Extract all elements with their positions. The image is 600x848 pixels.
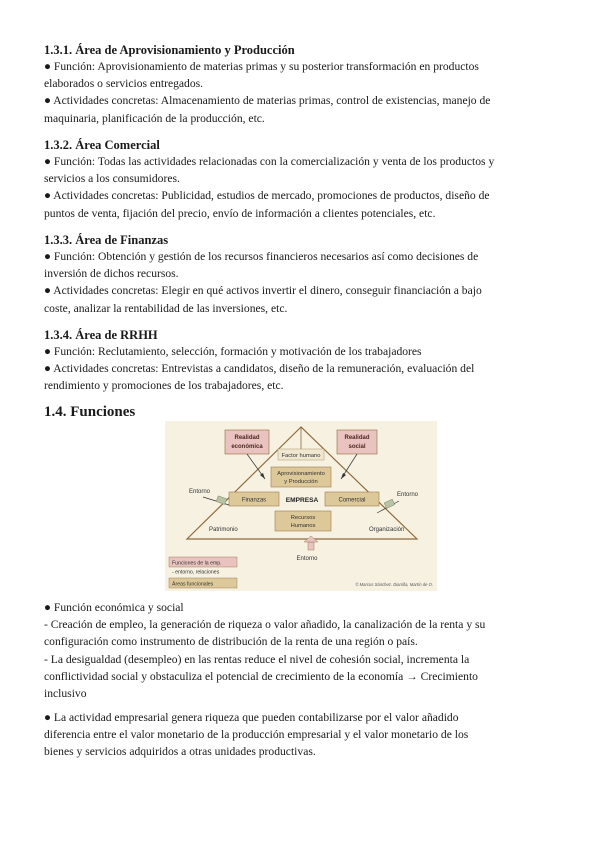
funciones-paragraph-1 [44,599,556,702]
legend-line-2: - entorno, relaciones [172,569,220,576]
legend-line-3: Áreas funcionales [172,581,214,588]
text-line: maquinaria, planificación de la producción, etc. [44,111,265,125]
text-line: - Creación de empleo, la generación de riqueza o valor añadido, la canalización de la renta y su [44,618,486,632]
text-line: coste, analizar la rentabilidad de las inversiones, etc. [44,301,288,315]
entorno-bottom-label: Entorno [296,556,318,562]
text-line: diferencia entre el valor monetario de la producción empresarial y el valor monetario de los [44,728,469,742]
funciones-paragraph-2 [44,709,556,761]
section-heading: 1.3.3. Área de Finanzas [44,233,169,247]
entorno-right-label: Entorno [397,492,419,498]
text-line: inversión de dichos recursos. [44,267,179,281]
text-line: ● Función: Obtención y gestión de los recursos financieros necesarios así como decisiones de [44,250,479,263]
diagram-credit: © Marcos Sánchez. Diarrilla, Martín de O. [355,582,433,587]
text-line: rendimiento y promociones de los trabajadores, etc. [44,379,284,393]
finanzas-label: Finanzas [241,497,267,504]
text-line: ● Función: Reclutamiento, selección, formación y motivación de los trabajadores [44,345,422,358]
recursos-humanos-label-1: Recursos [290,515,316,521]
text-line: ● Actividades concretas: Entrevistas a candidatos, diseño de la remuneración, evaluación del [44,362,475,376]
patrimonio-label: Patrimonio [209,527,238,533]
section-finanzas [44,232,556,317]
text-line: ● Actividades concretas: Almacenamiento de materias primas, control de existencias, manejo de [44,94,491,108]
section-aprovisionamiento [44,42,556,127]
text-line: puntos de venta, fijación del precio, envío de información a clientes potenciales, etc. [44,206,436,220]
realidad-economica-label-1: Realidad [234,435,260,441]
text-line: servicios a los consumidores. [44,172,180,186]
empresa-label: EMPRESA [285,497,319,504]
section-funciones-heading [44,403,556,421]
empresa-diagram [165,421,437,591]
section-heading: 1.3.4. Área de RRHH [44,328,158,342]
entorno-bottom-marker [308,542,314,550]
text-line: ● Función económica y social [44,601,184,614]
realidad-social-box [337,430,377,454]
organizacion-label: Organización [369,527,405,533]
comercial-label: Comercial [338,497,366,504]
realidad-social-label-1: Realidad [344,435,370,441]
text-line: ● La actividad empresarial genera riqueza que pueden contabilizarse por el valor añadido [44,711,459,724]
realidad-economica-label-2: económica [231,444,263,450]
aprovisionamiento-label-1: Aprovisionamiento [277,471,325,477]
text-line: conflictividad social y obstaculiza el potencial de crecimiento de la economía → Crecimiento [44,669,478,683]
section-rrhh [44,327,556,395]
text-line: bienes y servicios adquiridos a otras unidades productivas. [44,745,316,759]
factor-humano-label: Factor humano [281,453,321,459]
text-line: ● Función: Aprovisionamiento de materias primas y su posterior transformación en productos [44,60,479,73]
text-line: elaborados o servicios entregados. [44,77,204,91]
section-comercial [44,137,556,222]
recursos-humanos-label-2: Humanos [290,523,316,529]
section-heading: 1.3.1. Área de Aprovisionamiento y Producción [44,43,295,57]
text-line: ● Función: Todas las actividades relacionadas con la comercialización y venta de los productos y [44,155,495,168]
legend-line-1: Funciones de la emp. [172,560,222,567]
realidad-social-label-2: social [348,444,366,450]
text-line: configuración como instrumento de distribución de la renta de una región o país. [44,635,418,649]
text-line: ● Actividades concretas: Publicidad, estudios de mercado, promociones de productos, diseño de [44,189,490,203]
funciones-title: 1.4. Funciones [44,404,136,420]
entorno-left-label: Entorno [189,489,211,495]
realidad-economica-box [225,430,269,454]
text-line: ● Actividades concretas: Elegir en qué activos invertir el dinero, conseguir financiación a bajo [44,284,482,298]
text-line: - La desigualdad (desempleo) en las rentas reduce el nivel de cohesión social, incrementa la [44,652,470,666]
text-line: inclusivo [44,687,87,701]
section-heading: 1.3.2. Área Comercial [44,138,160,152]
aprovisionamiento-label-2: y Producción [284,479,318,485]
